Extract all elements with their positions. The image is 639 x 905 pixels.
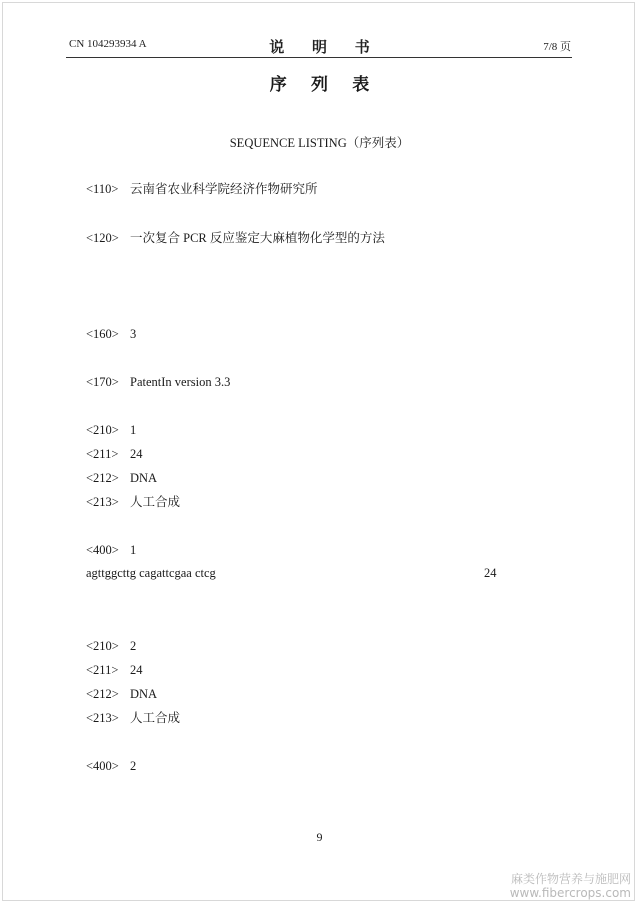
sequence-listing-heading: SEQUENCE LISTING（序列表） — [229, 136, 410, 150]
entry-value: 人工合成 — [130, 495, 181, 509]
entry-tag: <211> — [86, 663, 119, 677]
entry-210 — [86, 422, 136, 438]
entry-120 — [86, 230, 385, 246]
entry-value: 云南省农业科学院经济作物研究所 — [130, 182, 318, 196]
page-number: 9 — [316, 830, 323, 844]
entry-value: 一次复合 PCR 反应鉴定大麻植物化学型的方法 — [130, 231, 385, 245]
entry-tag: <211> — [86, 447, 119, 461]
entry-tag: <400> — [86, 759, 119, 773]
document-title: 序 列 表 — [269, 75, 380, 94]
watermark — [510, 872, 631, 900]
header-rule — [66, 57, 572, 58]
entry-160 — [86, 326, 136, 342]
sequence-length: 24 — [484, 566, 497, 580]
watermark-url: www.fibercrops.com — [509, 886, 631, 900]
section-title: 说 明 书 — [269, 40, 382, 56]
entry-213 — [86, 494, 180, 510]
entry-210 — [86, 638, 136, 654]
entry-170 — [86, 374, 230, 390]
entry-tag: <210> — [86, 423, 119, 437]
entry-110 — [86, 181, 318, 197]
entry-tag: <213> — [86, 495, 119, 509]
entry-value: PatentIn version 3.3 — [130, 375, 231, 389]
entry-tag: <400> — [86, 543, 119, 557]
entry-tag: <120> — [86, 231, 119, 245]
entry-213 — [86, 710, 180, 726]
entry-211 — [86, 446, 143, 462]
entry-tag: <213> — [86, 711, 119, 725]
entry-value: DNA — [130, 687, 158, 701]
entry-value: 人工合成 — [130, 711, 181, 725]
entry-tag: <210> — [86, 639, 119, 653]
entry-400 — [86, 758, 136, 774]
entry-tag: <212> — [86, 471, 119, 485]
entry-212 — [86, 470, 157, 486]
sequence-bases: agttggcttg cagattcgaa ctcg — [86, 566, 216, 580]
entry-value: 2 — [130, 759, 137, 773]
entry-value: 1 — [130, 543, 137, 557]
entry-value: 2 — [130, 639, 137, 653]
entry-400 — [86, 542, 136, 558]
page-of-total: 7/8 页 — [543, 41, 571, 53]
entry-tag: <160> — [86, 327, 119, 341]
patent-number: CN 104293934 A — [69, 38, 147, 50]
watermark-name: 麻类作物营养与施肥网 — [510, 872, 631, 886]
entry-tag: <170> — [86, 375, 119, 389]
entry-value: 3 — [130, 327, 137, 341]
entry-value: DNA — [130, 471, 158, 485]
entry-tag: <212> — [86, 687, 119, 701]
entry-value: 24 — [130, 663, 143, 677]
entry-212 — [86, 686, 157, 702]
entry-211 — [86, 662, 143, 678]
entry-tag: <110> — [86, 182, 119, 196]
entry-value: 1 — [130, 423, 137, 437]
entry-value: 24 — [130, 447, 143, 461]
